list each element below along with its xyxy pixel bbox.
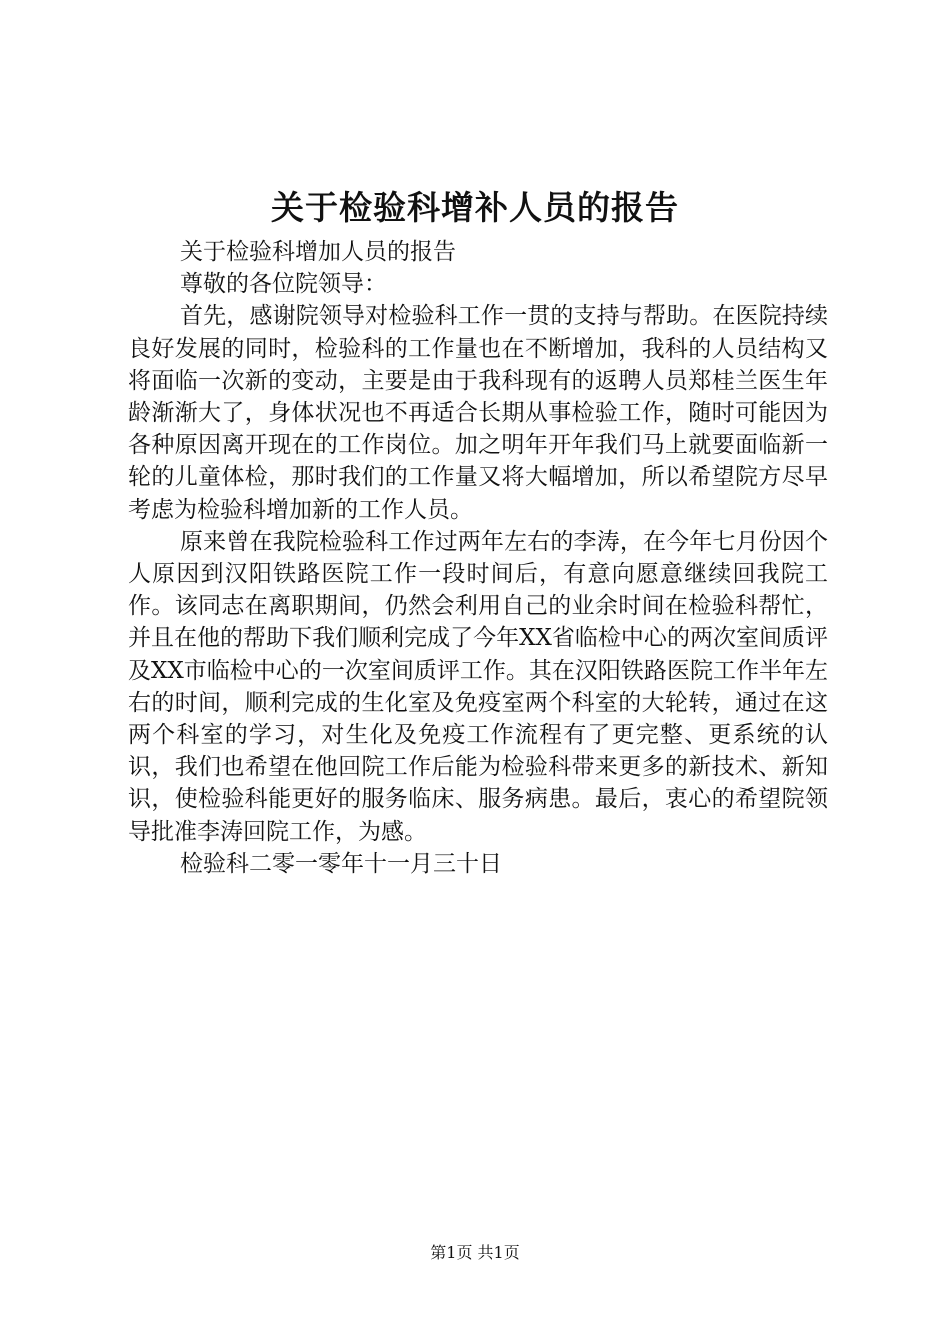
salutation: 尊敬的各位院领导： [180, 271, 387, 298]
signature-date: 检验科二零一零年十一月三十日 [180, 850, 502, 877]
page-number-footer: 第1页 共1页 [430, 1243, 520, 1262]
paragraph-2: 原来曾在我院检验科工作过两年左右的李涛，在今年七月份因个人原因到汉阳铁路医院工作一段时间后，有意向愿意继续回我院工作。该同志在离职期间，仍然会利用自己的业余时间在检验科帮忙，并且在他的帮助下我们顺利完成了今年XX省临检中心的两次室间质评及XX市临检中心的一次室间质评工作。其在汉阳铁路医院工作半年左右的时间，顺利完成的生化室及免疫室两个科室的大轮转，通过在这两个科室的学习，对生化及免疫工作流程有了更完整、更系统的认识，我们也希望在他回院工作后能为检验科带来更多的新技术、新知识，使检验科能更好的服务临床、服务病患。最后，衷心的希望院领导批准李涛回院工作，为感。 [128, 528, 828, 845]
document-body [128, 236, 828, 880]
document-subtitle: 关于检验科增加人员的报告 [180, 239, 456, 265]
document-title: 关于检验科增补人员的报告 [271, 188, 679, 227]
paragraph-1: 首先，感谢院领导对检验科工作一贯的支持与帮助。在医院持续良好发展的同时，检验科的工作量也在不断增加，我科的人员结构又将面临一次新的变动，主要是由于我科现有的返聘人员郑桂兰医生年龄渐渐大了，身体状况也不再适合长期从事检验工作，随时可能因为各种原因离开现在的工作岗位。加之明年开年我们马上就要面临新一轮的儿童体检，那时我们的工作量又将大幅增加，所以希望院方尽早考虑为检验科增加新的工作人员。 [128, 303, 828, 523]
